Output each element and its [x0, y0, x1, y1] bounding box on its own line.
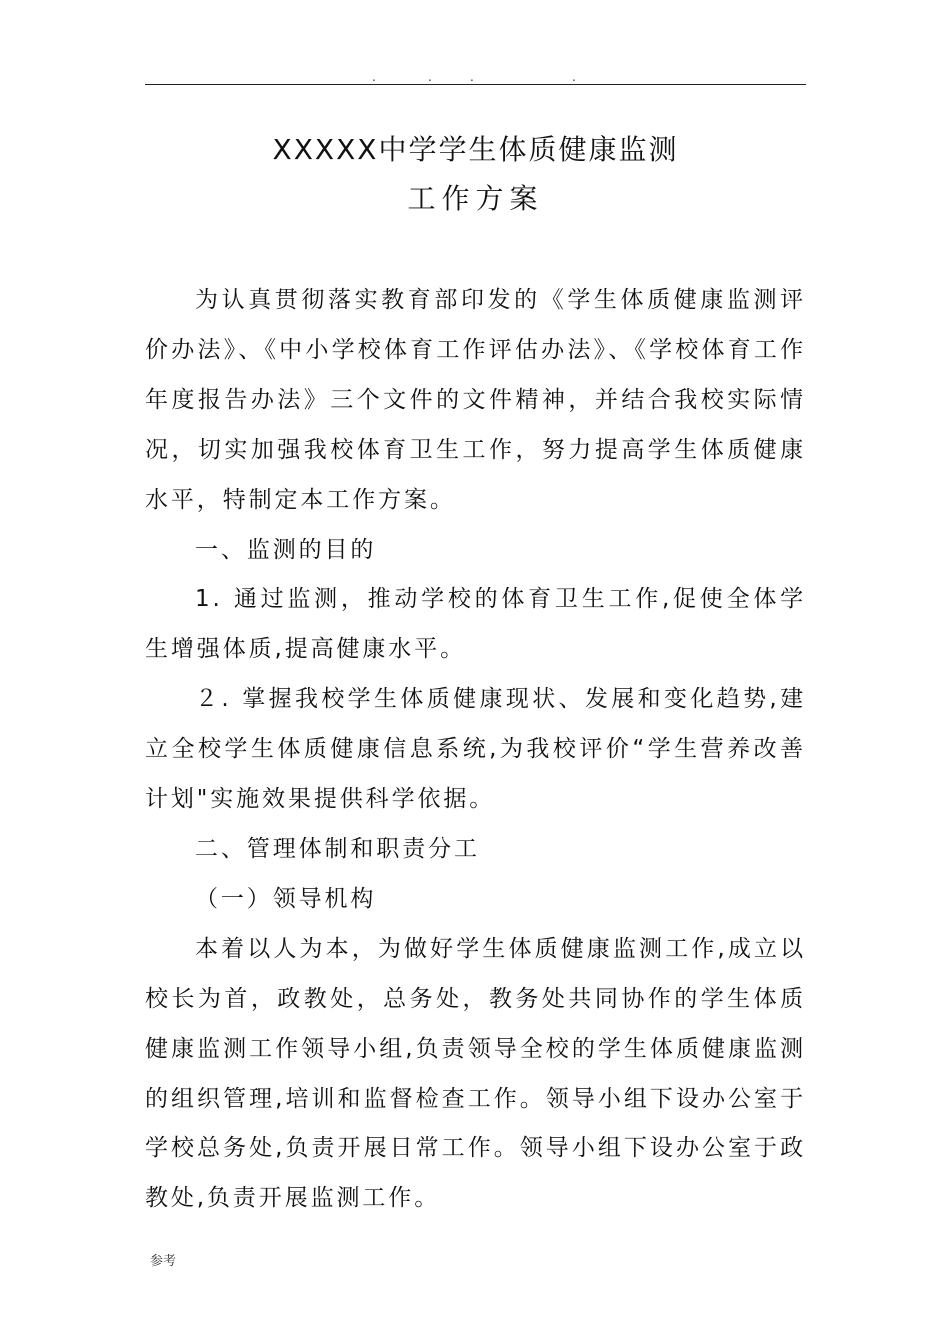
footer-label: 参考 — [150, 1254, 177, 1269]
section-heading-management: 二、管理体制和职责分工 — [195, 835, 480, 862]
intro-paragraph: 为认真贯彻落实教育部印发的《学生体质健康监测评价办法》、《中小学校体育工作评估办法》、《学校体育工作年度报告办法》三个文件的文件精神，并结合我校实际情况，切实加强我校体育卫生工作，努力提高学生体质健康水平，特制定本工作方案。 — [145, 287, 806, 513]
document-subtitle: 工作方案 — [407, 182, 544, 215]
header-dot: . — [470, 70, 474, 84]
header-rule — [145, 84, 806, 85]
leadership-paragraph: 本着以人为本，为做好学生体质健康监测工作,成立以校长为首，政教处，总务处，教务处共同协作的学生体质健康监测工作领导小组,负责领导全校的学生体质健康监测的组织管理,培训和监督检查工作。领导小组下设办公室于学校总务处,负责开展日常工作。领导小组下设办公室于政教处,负责开展监测工作。 — [145, 935, 806, 1212]
document-title: XXXXX中学学生体质健康监测 — [272, 133, 679, 166]
header-dots — [0, 72, 950, 82]
purpose-item-1: 1. 通过监测，推动学校的体育卫生工作,促使全体学生增强体质,提高健康水平。 — [145, 586, 806, 663]
header-dot: . — [428, 70, 432, 84]
purpose-item-2: ２. 掌握我校学生体质健康现状、发展和变化趋势,建立全校学生体质健康信息系统,为我校评价“学生营养改善计划"实施效果提供科学依据。 — [145, 686, 806, 813]
document-body — [145, 276, 806, 1224]
header-dot: . — [572, 70, 576, 84]
section-heading-purpose: 一、监测的目的 — [195, 536, 377, 563]
header-dot: . — [372, 70, 376, 84]
subsection-heading-leadership: （一）领导机构 — [195, 885, 377, 912]
